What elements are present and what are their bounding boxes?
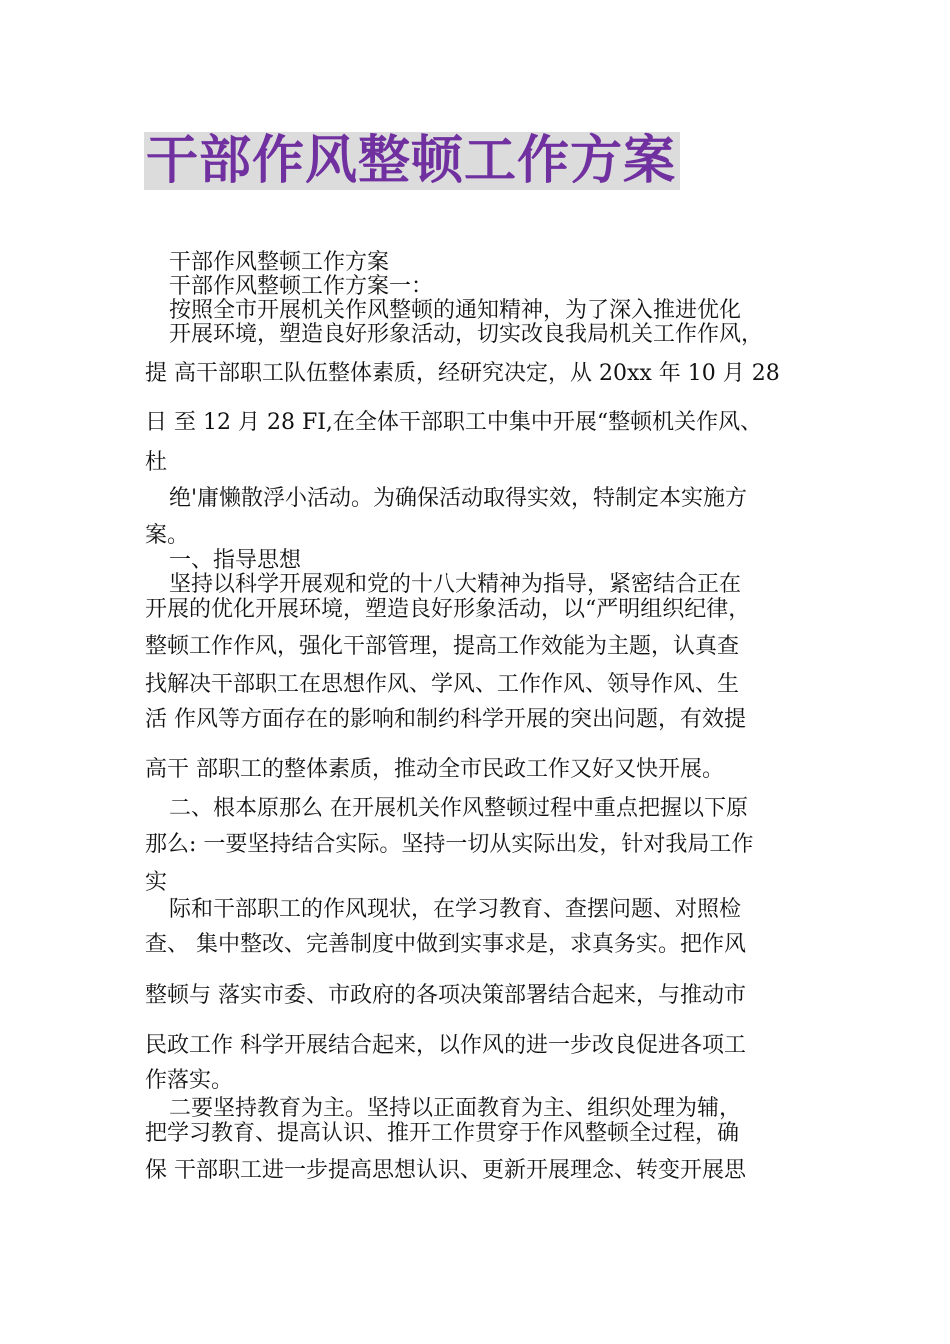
paragraph-line: 作落实。 <box>145 1068 234 1093</box>
paragraph-line: 民政工作 科学开展结合起来，以作风的进一步改良促进各项工 <box>145 1033 746 1058</box>
paragraph-line: 提 高干部职工队伍整体素质，经研究决定，从 20xx 年 10 月 28 <box>145 361 780 386</box>
paragraph-line: 实 <box>145 870 168 895</box>
paragraph-line: 开展的优化开展环境，塑造良好形象活动，以“严明组织纪律， <box>145 597 751 622</box>
paragraph-line: 二要坚持教育为主。坚持以正面教育为主、组织处理为辅， <box>169 1096 742 1121</box>
document-title: 干部作风整顿工作方案 <box>144 132 680 190</box>
paragraph-line: 那么: 一要坚持结合实际。坚持一切从实际出发，针对我局工作 <box>145 832 754 857</box>
section-heading: 一、指导思想 <box>169 548 302 573</box>
paragraph-line: 干部作风整顿工作方案 <box>169 250 390 275</box>
paragraph-line: 保 干部职工进一步提高思想认识、更新开展理念、转变开展思 <box>145 1158 746 1183</box>
paragraph-line: 按照全市开展机关作风整顿的通知精神，为了深入推进优化 <box>169 298 742 323</box>
paragraph-line: 活 作风等方面存在的影响和制约科学开展的突出问题，有效提 <box>145 707 746 732</box>
paragraph-line: 开展环境，塑造良好形象活动，切实改良我局机关工作作风， <box>169 322 764 347</box>
paragraph-line: 坚持以科学开展观和党的十八大精神为指导，紧密结合正在 <box>169 572 742 597</box>
paragraph-line: 际和干部职工的作风现状，在学习教育、查摆问题、对照检 <box>169 897 742 922</box>
paragraph-line: 日 至 12 月 28 FI,在全体干部职工中集中开展“整顿机关作风、 <box>145 410 763 435</box>
section-heading: 二、根本原那么 在开展机关作风整顿过程中重点把握以下原 <box>169 796 748 821</box>
paragraph-line: 杜 <box>145 450 168 475</box>
paragraph-line: 整顿与 落实市委、市政府的各项决策部署结合起来，与推动市 <box>145 983 746 1008</box>
paragraph-line: 案。 <box>145 523 190 548</box>
paragraph-line: 找解决干部职工在思想作风、学风、工作作风、领导作风、生 <box>145 672 740 697</box>
paragraph-line: 整顿工作作风，强化干部管理，提高工作效能为主题，认真查 <box>145 634 740 659</box>
paragraph-line: 查、 集中整改、完善制度中做到实事求是，求真务实。把作风 <box>145 932 746 957</box>
paragraph-line: 把学习教育、提高认识、推开工作贯穿于作风整顿全过程，确 <box>145 1121 740 1146</box>
paragraph-line: 干部作风整顿工作方案一： <box>169 274 434 299</box>
paragraph-line: 高干 部职工的整体素质，推动全市民政工作又好又快开展。 <box>145 757 724 782</box>
paragraph-line: 绝'庸懒散浮小活动。为确保活动取得实效，特制定本实施方 <box>169 486 748 511</box>
